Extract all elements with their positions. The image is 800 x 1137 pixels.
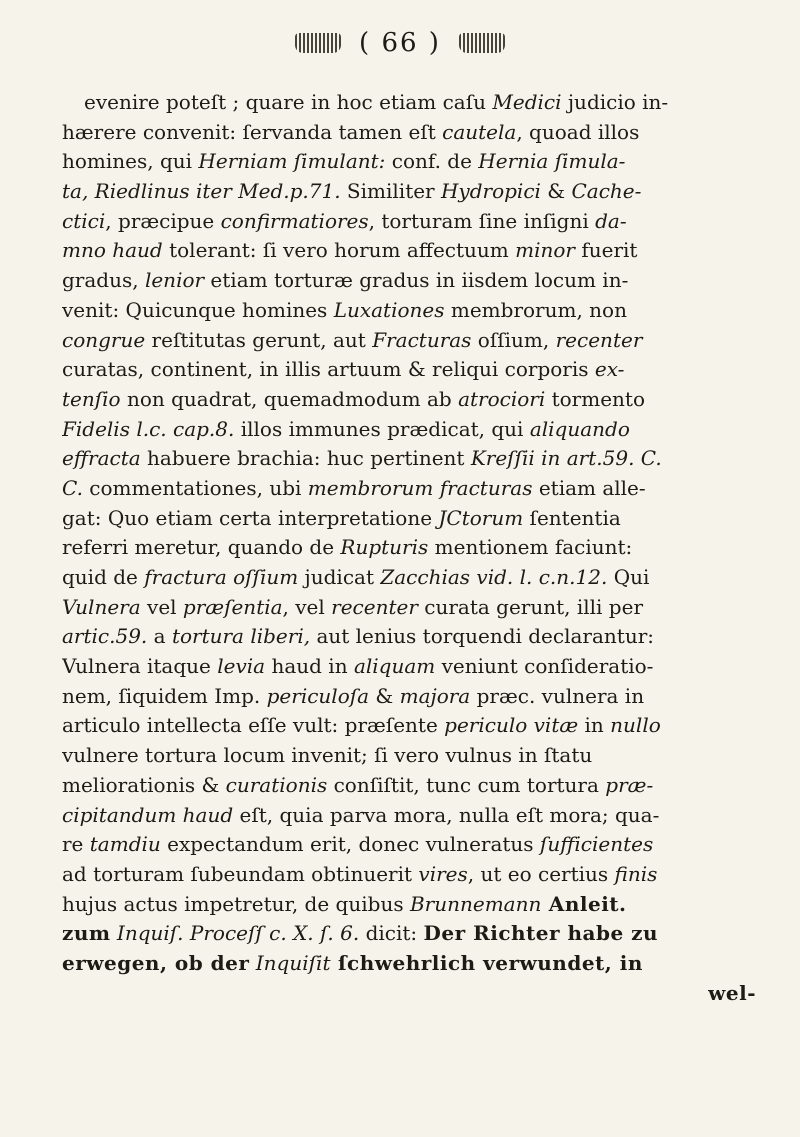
italic-text: Rupturis xyxy=(340,535,429,560)
roman-text: quid de xyxy=(62,565,145,589)
italic-text: confirmatiores xyxy=(220,208,369,233)
italic-text: levia xyxy=(217,654,266,679)
roman-text: homines, qui xyxy=(62,149,199,174)
text-line xyxy=(62,741,762,771)
roman-text: etiam torturæ gradus in iisdem locum in- xyxy=(204,268,629,293)
roman-text: a xyxy=(147,624,172,649)
italic-text: Hydropici xyxy=(440,179,541,204)
italic-text: Fidelis l.c. cap.8. xyxy=(62,416,235,441)
italic-text: ex- xyxy=(594,357,625,382)
italic-text: curationis xyxy=(225,772,328,797)
roman-text: meliorationis & xyxy=(62,772,226,797)
roman-text: vulnere tortura locum invenit; ſi vero vulnus in ſtatu xyxy=(62,743,593,768)
roman-text: Qui xyxy=(607,565,650,589)
italic-text: ctici xyxy=(62,208,106,233)
roman-text: vel xyxy=(140,594,183,619)
text-line xyxy=(62,88,762,118)
italic-text: mno haud xyxy=(62,238,163,263)
roman-text: illos immunes prædicat, qui xyxy=(234,416,530,441)
roman-text: præc. vulnera in xyxy=(470,683,645,708)
roman-text: tormento xyxy=(545,386,646,411)
text-line xyxy=(62,563,762,593)
roman-text: fuerit xyxy=(574,238,638,263)
italic-text: fractura oſſium xyxy=(144,565,299,589)
italic-text: atrociori xyxy=(458,386,546,411)
italic-text: Inquiſ. Proceſſ c. X. ſ. 6. xyxy=(110,921,360,946)
text-line xyxy=(62,118,762,148)
italic-text: congrue xyxy=(62,327,146,352)
roman-text: ad torturam ſubeundam obtinuerit xyxy=(62,861,419,886)
italic-text: Brunnemann xyxy=(409,891,542,916)
roman-text: eſt, quia parva mora, nulla eſt mora; qua- xyxy=(233,802,660,827)
roman-text: commentationes, ubi xyxy=(82,475,308,500)
italic-text: C. xyxy=(62,475,83,500)
text-line xyxy=(62,355,762,385)
roman-text: membrorum, non xyxy=(444,297,627,322)
text-line xyxy=(62,385,762,415)
text-line xyxy=(62,207,762,237)
roman-text: expectandum erit, donec vulneratus xyxy=(160,832,540,857)
text-line xyxy=(62,711,762,741)
text-line xyxy=(62,830,762,860)
roman-text: hærere convenit: ſervanda tamen eſt xyxy=(62,119,443,144)
roman-text: curatas, continent, in illis artuum & reliqui corporis xyxy=(62,357,595,382)
roman-text: & xyxy=(540,179,572,204)
roman-text: dicit: xyxy=(359,921,424,946)
italic-text: Luxationes xyxy=(333,297,445,322)
left-ornament-icon xyxy=(295,33,341,53)
text-line xyxy=(62,177,762,207)
roman-text: & xyxy=(369,683,400,708)
page-number: ( 66 ) xyxy=(359,28,441,58)
italic-text: tamdiu xyxy=(89,832,161,857)
roman-text: conf. de xyxy=(385,149,479,174)
roman-text: hujus actus impetretur, de quibus xyxy=(62,891,410,916)
italic-text: finis xyxy=(614,861,658,886)
roman-text: Vulnera itaque xyxy=(62,654,218,679)
page-header xyxy=(0,28,800,58)
blackletter-text: erwegen, ob der xyxy=(62,950,250,975)
italic-text: Hernia ſimula- xyxy=(478,149,626,174)
italic-text: Cache- xyxy=(571,179,642,204)
roman-text: habuere brachia: huc pertinent xyxy=(140,446,471,471)
italic-text: lenior xyxy=(144,268,205,293)
italic-text: recenter xyxy=(331,594,418,619)
italic-text: membrorum fracturas xyxy=(307,475,533,500)
italic-text: aliquando xyxy=(529,416,630,441)
body-text xyxy=(62,88,762,1008)
blackletter-text: ſchwehrlich verwundet, in xyxy=(330,950,643,975)
roman-text: gradus, xyxy=(62,268,145,293)
italic-text: Fracturas xyxy=(372,327,472,352)
italic-text: ta, Riedlinus iter Med.p.71. xyxy=(62,179,341,204)
text-line xyxy=(62,296,762,326)
roman-text: non quadrat, quemadmodum ab xyxy=(120,386,459,411)
roman-text: aut lenius torquendi declarantur: xyxy=(310,624,654,649)
text-line xyxy=(62,622,762,652)
roman-text: oſſium, xyxy=(471,327,556,352)
italic-text: majora xyxy=(399,683,471,708)
text-line xyxy=(62,326,762,356)
italic-text: ſufficientes xyxy=(539,832,654,857)
text-line xyxy=(62,444,762,474)
text-line xyxy=(62,860,762,890)
roman-text: etiam alle- xyxy=(532,475,646,500)
text-line xyxy=(62,801,762,831)
text-line xyxy=(62,949,762,979)
roman-text: , ut eo certius xyxy=(467,861,615,886)
italic-text: periculo vitæ xyxy=(444,713,579,738)
italic-text: JCtorum xyxy=(438,505,524,530)
italic-text: minor xyxy=(515,238,575,263)
text-line xyxy=(62,415,762,445)
blackletter-text: Der Richter habe zu xyxy=(423,921,659,946)
italic-text: cautela xyxy=(442,119,517,144)
roman-text: nem, ſiquidem Imp. xyxy=(62,683,267,708)
italic-text: effracta xyxy=(62,446,141,471)
text-line xyxy=(62,147,762,177)
text-line xyxy=(62,593,762,623)
roman-text: , vel xyxy=(282,594,332,619)
italic-text: Herniam ſimulant: xyxy=(198,149,386,174)
italic-text: recenter xyxy=(555,327,643,352)
text-line xyxy=(62,474,762,504)
italic-text: artic.59. xyxy=(62,624,148,649)
roman-text: re xyxy=(62,832,90,857)
italic-text: tenſio xyxy=(62,386,121,411)
roman-text: , torturam ſine inſigni xyxy=(368,208,596,233)
roman-text: , quoad illos xyxy=(516,119,640,144)
roman-text: in xyxy=(578,713,611,738)
roman-text: ſententia xyxy=(523,505,621,530)
roman-text: , præcipue xyxy=(105,208,221,233)
text-line xyxy=(62,236,762,266)
roman-text: referri meretur, quando de xyxy=(62,535,341,560)
text-line xyxy=(62,504,762,534)
italic-text: Kreſſii in art.59. C. xyxy=(470,446,662,471)
italic-text: Medici xyxy=(492,90,562,114)
blackletter-text: zum xyxy=(62,921,111,946)
roman-text: articulo intellecta eſſe vult: præſente xyxy=(62,713,445,738)
italic-text: tortura liberi, xyxy=(171,624,311,649)
roman-text: haud in xyxy=(265,654,354,679)
roman-text: veniunt conſideratio- xyxy=(435,654,654,679)
roman-text: tolerant: ſi vero horum affectuum xyxy=(162,238,516,263)
italic-text: nullo xyxy=(610,713,661,738)
italic-text: præ- xyxy=(605,772,654,797)
roman-text: gat: Quo etiam certa interpretatione xyxy=(62,505,439,530)
roman-text: conſiſtit, tunc cum tortura xyxy=(327,772,606,797)
text-line xyxy=(62,533,762,563)
catchword: wel- xyxy=(708,980,756,1005)
roman-text: evenire poteſt ; quare in hoc etiam caſu xyxy=(84,90,493,114)
italic-text: periculoſa xyxy=(266,683,370,708)
text-line xyxy=(62,771,762,801)
text-line xyxy=(62,682,762,712)
italic-text: præſentia xyxy=(182,594,283,619)
italic-text: Inquiſit xyxy=(249,950,331,975)
italic-text: Zacchias vid. l. c.n.12. xyxy=(380,565,608,589)
italic-text: da- xyxy=(595,208,627,233)
italic-text: aliquam xyxy=(353,654,436,679)
text-line xyxy=(62,919,762,949)
roman-text: Similiter xyxy=(340,179,441,204)
roman-text: judicio in- xyxy=(561,90,669,114)
italic-text: cipitandum haud xyxy=(62,802,234,827)
italic-text: vires xyxy=(418,861,468,886)
text-line xyxy=(62,266,762,296)
italic-text: Vulnera xyxy=(62,594,141,619)
roman-text: reſtitutas gerunt, aut xyxy=(145,327,373,352)
text-line xyxy=(62,652,762,682)
roman-text: venit: Quicunque homines xyxy=(62,297,334,322)
roman-text: curata gerunt, illi per xyxy=(417,594,644,619)
roman-text: judicat xyxy=(298,565,381,589)
right-ornament-icon xyxy=(459,33,505,53)
text-line xyxy=(62,890,762,920)
catchword-line xyxy=(62,979,762,1009)
roman-text: mentionem faciunt: xyxy=(428,535,633,560)
blackletter-text: Anleit. xyxy=(541,891,627,916)
